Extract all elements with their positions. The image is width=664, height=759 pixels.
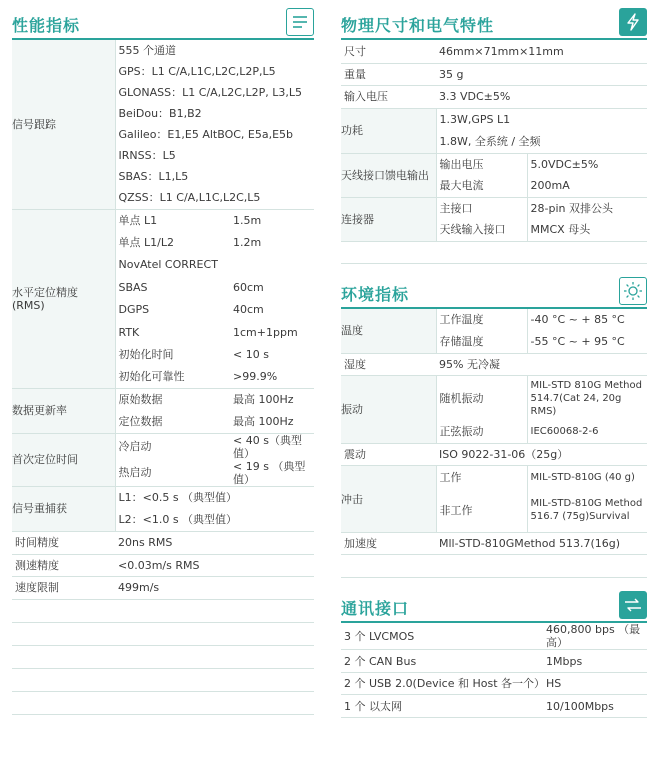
shock-label: 震动	[341, 444, 436, 466]
size-value: 46mm×71mm×11mm	[436, 40, 647, 63]
accuracy-name: DGPS	[118, 303, 150, 316]
right-column	[341, 0, 647, 718]
accuracy-value: 1.2m	[233, 235, 262, 249]
env-header	[341, 269, 647, 309]
blank-row	[12, 646, 314, 669]
antenna-name: 输出电压	[436, 153, 527, 175]
connector-value: MMCX 母头	[527, 219, 647, 241]
shock-value: ISO 9022-31-06（25g）	[436, 444, 647, 466]
update-value: 最高 100Hz	[233, 393, 294, 407]
vibration-name: 随机振动	[436, 376, 527, 421]
accuracy-name: 单点 L1/L2	[118, 235, 174, 249]
tracking-item: GLONASS：L1 C/A,L2C,L2P, L3,L5	[118, 86, 302, 99]
comm-value: 460,800 bps （最高）	[543, 623, 647, 650]
comm-title: 通讯接口	[341, 599, 410, 618]
physical-table	[341, 40, 647, 264]
accuracy-name: NovAtel CORRECT	[118, 258, 218, 271]
comm-name: 2 个 USB 2.0(Device 和 Host 各一个）	[341, 673, 543, 695]
temp-label: 温度	[341, 309, 436, 354]
comm-name: 1 个 以太网	[341, 695, 543, 718]
size-label: 尺寸	[341, 40, 436, 63]
power-item: 1.8W, 全系统 / 全频	[436, 130, 647, 153]
voltage-value: 3.3 VDC±5%	[436, 85, 647, 108]
power-label: 功耗	[341, 108, 436, 153]
accuracy-name: RTK	[118, 325, 140, 339]
accuracy-value: >99.9%	[230, 366, 314, 388]
physical-header	[341, 0, 647, 40]
comm-header	[341, 583, 647, 623]
tracking-item: 555 个通道	[118, 44, 176, 57]
lightning-icon	[619, 8, 647, 36]
impact-name: 非工作	[436, 489, 527, 533]
tracking-item: Galileo：E1,E5 AltBOC, E5a,E5b	[118, 128, 294, 141]
accuracy-name: SBAS	[118, 280, 148, 294]
update-name: 定位数据	[115, 411, 230, 433]
antenna-name: 最大电流	[436, 175, 527, 197]
ttff-value: < 19 s （典型值）	[230, 460, 314, 487]
tracking-label: 信号跟踪	[12, 40, 115, 209]
blank-row	[12, 669, 314, 692]
ttff-value: < 40 s（典型值）	[233, 433, 302, 460]
antenna-value: 200mA	[527, 175, 647, 197]
comm-value: 10/100Mbps	[543, 695, 647, 718]
connector-value: 28-pin 双排公头	[530, 201, 613, 215]
blank-row	[12, 692, 314, 715]
temp-name: 工作温度	[436, 309, 527, 331]
swap-arrows-icon	[619, 591, 647, 619]
tracking-item: GPS：L1 C/A,L1C,L2C,L2P,L5	[118, 65, 276, 78]
vibration-name: 正弦振动	[436, 421, 527, 444]
vibration-value: IEC60068-2-6	[527, 421, 647, 444]
tracking-item: BeiDou：B1,B2	[118, 107, 202, 120]
tracking-item: SBAS：L1,L5	[118, 170, 189, 183]
update-value: 最高 100Hz	[230, 411, 314, 433]
document-lines-icon	[286, 8, 314, 36]
accel-label: 加速度	[341, 533, 436, 555]
antenna-value: 5.0VDC±5%	[530, 157, 599, 171]
physical-title: 物理尺寸和电气特性	[341, 16, 495, 35]
accuracy-value	[230, 253, 314, 276]
accuracy-name: 初始化可靠性	[115, 366, 230, 388]
accuracy-name: 初始化时间	[118, 348, 174, 361]
tracking-item: QZSS：L1 C/A,L1C,L2C,L5	[115, 187, 314, 209]
antenna-label: 天线接口馈电输出	[341, 153, 436, 197]
performance-table	[12, 40, 314, 600]
accuracy-value: < 10 s	[233, 348, 269, 361]
blank-row	[12, 623, 314, 646]
comm-name: 3 个 LVCMOS	[341, 623, 543, 650]
accuracy-value: 1cm+1ppm	[233, 325, 298, 339]
time-accuracy-value: 20ns RMS	[115, 531, 314, 554]
accel-value: Mll-STD-810GMethod 513.7(16g)	[436, 533, 647, 555]
connector-label: 连接器	[341, 197, 436, 241]
accuracy-label: 水平定位精度 (RMS)	[12, 209, 115, 388]
tracking-item: IRNSS：L5	[118, 149, 176, 162]
update-name: 原始数据	[118, 393, 163, 407]
impact-value: MIL-STD-810G (40 g)	[530, 471, 635, 483]
time-accuracy-label: 时间精度	[12, 531, 115, 554]
reacq-label: 信号重捕获	[12, 486, 115, 531]
accuracy-value: 1.5m	[233, 213, 262, 227]
power-item: 1.3W,GPS L1	[439, 112, 511, 126]
ttff-label: 首次定位时间	[12, 433, 115, 486]
temp-name: 存储温度	[436, 331, 527, 354]
weight-label: 重量	[341, 63, 436, 85]
update-label: 数据更新率	[12, 388, 115, 433]
blank-row	[12, 600, 314, 623]
performance-section	[12, 0, 314, 715]
velocity-limit-label: 速度限制	[12, 576, 115, 599]
comm-value: HS	[543, 673, 647, 695]
vibration-value: MIL-STD 810G Method 514.7(Cat 24, 20g RMS)	[530, 379, 642, 417]
impact-name: 工作	[436, 466, 527, 489]
comm-table	[341, 623, 647, 718]
impact-value: MIL-STD-810G Method 516.7 (75g)Survival	[527, 489, 647, 533]
temp-value: -55 °C ~ + 95 °C	[527, 331, 647, 354]
weight-value: 35 g	[436, 63, 647, 85]
velocity-accuracy-label: 测速精度	[12, 554, 115, 576]
temp-value: -40 °C ~ + 85 °C	[530, 313, 625, 326]
connector-name: 天线输入接口	[436, 219, 527, 241]
comm-name: 2 个 CAN Bus	[341, 650, 543, 673]
connector-name: 主接口	[436, 197, 527, 219]
env-title: 环境指标	[341, 284, 410, 304]
humidity-value: 95% 无冷凝	[436, 354, 647, 376]
accuracy-value: 60cm	[233, 280, 264, 294]
comm-value: 1Mbps	[543, 650, 647, 673]
impact-label: 冲击	[341, 466, 436, 533]
accuracy-value: 40cm	[233, 303, 264, 316]
performance-header	[12, 0, 314, 40]
accuracy-name: 单点 L1	[118, 213, 158, 227]
performance-title: 性能指标	[12, 16, 81, 35]
ttff-name: 热启动	[115, 460, 230, 487]
env-table	[341, 309, 647, 579]
humidity-label: 湿度	[341, 354, 436, 376]
voltage-label: 输入电压	[341, 85, 436, 108]
sun-icon	[619, 277, 647, 305]
velocity-accuracy-value: <0.03m/s RMS	[115, 554, 314, 576]
reacq-item: L2：<1.0 s （典型值）	[115, 509, 314, 531]
vibration-label: 振动	[341, 376, 436, 444]
ttff-name: 冷启动	[118, 440, 152, 453]
reacq-item: L1：<0.5 s （典型值）	[118, 491, 238, 505]
velocity-limit-value: 499m/s	[115, 576, 314, 599]
